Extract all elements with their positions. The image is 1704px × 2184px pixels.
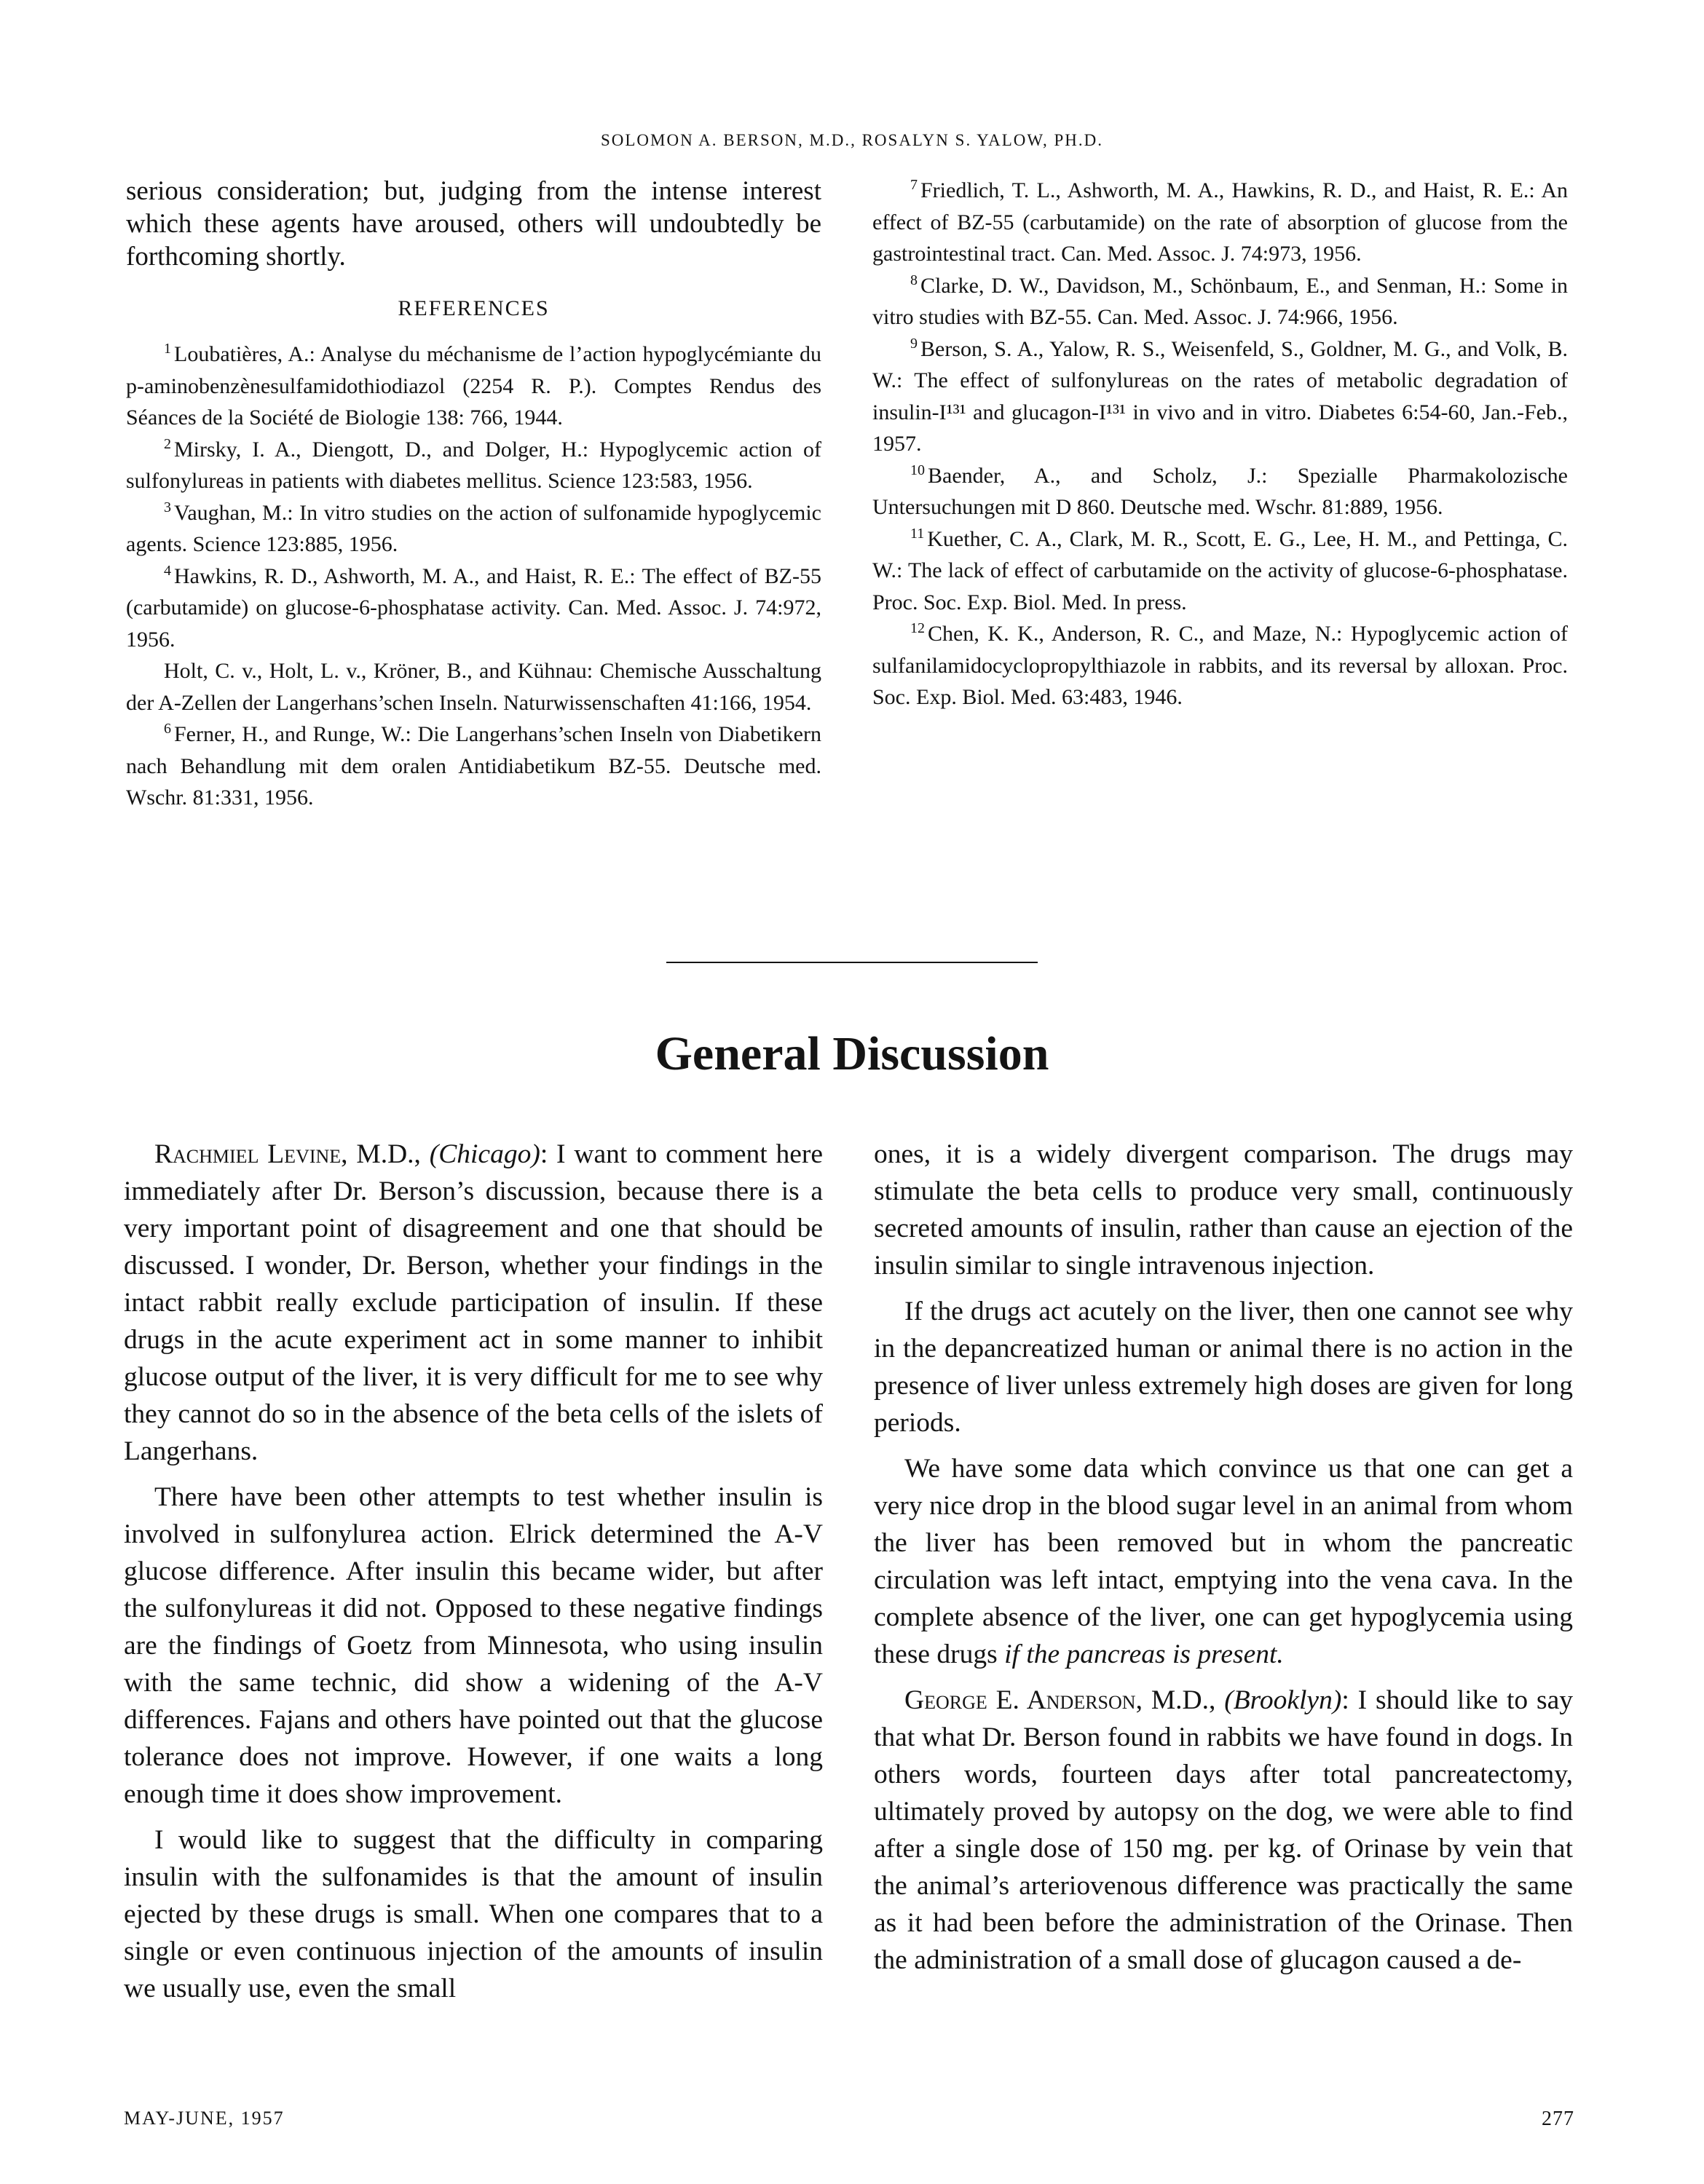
- reference-list-right: [872, 175, 1568, 713]
- levine-paragraph-1: [124, 1136, 823, 1470]
- page-number: 277: [1542, 2108, 1574, 2130]
- running-head: SOLOMON A. BERSON, M.D., ROSALYN S. YALOW, PH.D.: [600, 131, 1104, 149]
- reference-item: [872, 460, 1568, 523]
- section-title: General Discussion: [655, 1027, 1049, 1080]
- intro-paragraph: serious consideration; but, judging from the intense interest which these agents have aroused, others will undoubtedly be forthcoming shortly.: [126, 176, 821, 272]
- reference-number: 6: [164, 721, 171, 737]
- levine-paragraph-4: If the drugs act acutely on the liver, then one cannot see why in the depancreatized human or animal there is no action in the presence of liver unless extremely high doses are given for long periods.: [874, 1297, 1573, 1438]
- levine-paragraph-3-continued: ones, it is a widely divergent comparison. The drugs may stimulate the beta cells to produce very small, continuously secreted amounts of insulin, rather than cause an ejection of the insulin similar to single intravenous injection.: [874, 1139, 1573, 1281]
- levine-paragraph-3: I would like to suggest that the difficulty in comparing insulin with the sulfonamides is that the amount of insulin ejected by these drugs is small. When one compares that to a single or even continuous injection of the amounts of insulin we usually use, even the small: [124, 1825, 823, 2003]
- references-column-left: [126, 175, 821, 814]
- reference-number: 9: [910, 335, 918, 352]
- reference-number: 8: [910, 272, 918, 288]
- reference-number: 11: [910, 525, 925, 542]
- speaker-credential: , M.D.,: [1135, 1685, 1225, 1715]
- reference-text: Baender, A., and Scholz, J.: Spezialle Pharmakolozische Untersuchungen mit D 860. Deutsche med. Wschr. 81:889, 1956.: [872, 463, 1568, 519]
- references-column-right: [872, 175, 1568, 713]
- paragraph-text: : I want to comment here immediately after Dr. Berson’s discussion, because there is a very important point of disagreement and one that should be discussed. I wonder, Dr. Berson, whether your findings in the intact rabbit really exclude participation of insulin. If these drugs in the acute experiment act in some manner to inhibit glucose output of the liver, it is very difficult for me to see why they cannot do so in the absence of the beta cells of the islets of Langerhans.: [124, 1139, 823, 1466]
- reference-text: Holt, C. v., Holt, L. v., Kröner, B., and Kühnau: Chemische Ausschaltung der A-Zellen der Langerhans’schen Inseln. Naturwissenschaften 41:166, 1954.: [126, 659, 821, 715]
- reference-item: [872, 618, 1568, 713]
- issue-date: MAY-JUNE, 1957: [124, 2108, 285, 2129]
- reference-item: [126, 561, 821, 656]
- reference-text: Berson, S. A., Yalow, R. S., Weisenfeld, S., Goldner, M. G., and Volk, B. W.: The effect of sulfonylureas on the rates of metabolic degradation of insulin-I¹³¹ and glucagon-I¹³¹ in vivo and in vitro. Diabetes 6:54-60, Jan.-Feb., 1957.: [872, 336, 1568, 456]
- reference-item: [126, 719, 821, 814]
- emphasis-text: if the pancreas is present.: [1004, 1639, 1284, 1669]
- reference-item: [872, 333, 1568, 460]
- reference-text: Vaughan, M.: In vitro studies on the action of sulfonamide hypoglycemic agents. Science 123:885, 1956.: [126, 500, 821, 556]
- discussion-column-left: [124, 1136, 823, 2016]
- reference-number: 2: [164, 435, 171, 452]
- reference-number: 1: [164, 341, 171, 357]
- speaker-name: Rachmiel Levine: [154, 1139, 342, 1169]
- reference-text: Clarke, D. W., Davidson, M., Schönbaum, E., and Senman, H.: Some in vitro studies with BZ-55. Can. Med. Assoc. J. 74:966, 1956.: [872, 273, 1568, 329]
- speaker-credential: , M.D.,: [341, 1139, 430, 1169]
- reference-item: [126, 655, 821, 719]
- discussion-column-right: [874, 1136, 1573, 1987]
- speaker-place: (Chicago): [429, 1139, 540, 1169]
- reference-number: 4: [164, 562, 171, 579]
- paragraph-text: We have some data which convince us that one can get a very nice drop in the blood sugar level in an animal from whom the liver has been removed but in whom the pancreatic circulation was left intact, emptying into the vena cava. In the complete absence of the liver, one can get hypoglycemia using these drugs: [874, 1454, 1573, 1669]
- reference-text: Kuether, C. A., Clark, M. R., Scott, E. G., Lee, H. M., and Pettinga, C. W.: The lack of effect of carbutamide on the activity of glucose-6-phosphatase. Proc. Soc. Exp. Biol. Med. In press.: [872, 526, 1568, 614]
- reference-list-left: [126, 339, 821, 814]
- anderson-paragraph-1: [874, 1682, 1573, 1979]
- reference-text: Chen, K. K., Anderson, R. C., and Maze, N.: Hypoglycemic action of sulfanilamidocyclopropylthiazole in rabbits, and its reversal by alloxan. Proc. Soc. Exp. Biol. Med. 63:483, 1946.: [872, 622, 1568, 709]
- reference-text: Friedlich, T. L., Ashworth, M. A., Hawkins, R. D., and Haist, R. E.: An effect of BZ-55 (carbutamide) on the rate of absorption of glucose from the gastrointestinal tract. Can. Med. Assoc. J. 74:973, 1956.: [872, 178, 1568, 266]
- reference-item: [126, 434, 821, 497]
- reference-number: 3: [164, 499, 171, 515]
- references-heading: REFERENCES: [398, 296, 550, 320]
- levine-paragraph-2: There have been other attempts to test whether insulin is involved in sulfonylurea action. Elrick determined the A-V glucose difference. After insulin this became wider, but after the sulfonylureas it did not. Opposed to these negative findings are the findings of Goetz from Minnesota, who using insulin with the same technic, did show a widening of the A-V differences. Fajans and others have pointed out that the glucose tolerance does not improve. However, if one waits a long enough time it does show improvement.: [124, 1482, 823, 1809]
- reference-item: [872, 270, 1568, 333]
- reference-item: [126, 497, 821, 561]
- reference-item: [126, 339, 821, 434]
- reference-item: [872, 175, 1568, 270]
- reference-text: Mirsky, I. A., Diengott, D., and Dolger, H.: Hypoglycemic action of sulfonylureas in patients with diabetes mellitus. Science 123:583, 1956.: [126, 437, 821, 493]
- paragraph-text: : I should like to say that what Dr. Berson found in rabbits we have found in dogs. In others words, fourteen days after total pancreatectomy, ultimately proved by autopsy on the dog, we were able to find after a single dose of 150 mg. per kg. of Orinase by vein that the animal’s arteriovenous difference was practically the same as it had been before the administration of the Orinase. Then the administration of a small dose of glucagon caused a de-: [874, 1685, 1573, 1975]
- reference-number: 12: [910, 620, 925, 636]
- speaker-name: George E. Anderson: [904, 1685, 1136, 1715]
- reference-text: Ferner, H., and Runge, W.: Die Langerhans’schen Inseln von Diabetikern nach Behandlung mit dem oralen Antidiabetikum BZ-55. Deutsche med. Wschr. 81:331, 1956.: [126, 722, 821, 810]
- speaker-place: (Brooklyn): [1224, 1685, 1342, 1715]
- reference-text: Loubatières, A.: Analyse du méchanisme de l’action hypoglycémiante du p-aminobenzènesulfamidothiodiazol (2254 R. P.). Comptes Rendus des Séances de la Société de Biologie 138: 766, 1944.: [126, 342, 821, 430]
- section-divider: [666, 962, 1038, 963]
- reference-item: [872, 523, 1568, 619]
- reference-text: Hawkins, R. D., Ashworth, M. A., and Haist, R. E.: The effect of BZ-55 (carbutamide) on glucose-6-phosphatase activity. Can. Med. Assoc. J. 74:972, 1956.: [126, 563, 821, 652]
- reference-number: 7: [910, 177, 918, 193]
- reference-number: 10: [910, 462, 925, 478]
- levine-paragraph-5: [874, 1450, 1573, 1673]
